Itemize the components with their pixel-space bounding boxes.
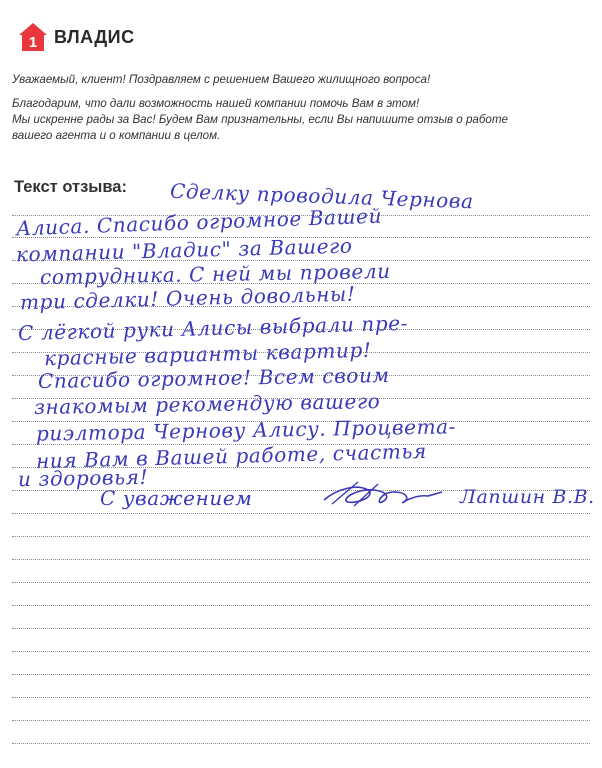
ruled-line (12, 720, 590, 721)
handwritten-line-6: С лёгкой руки Алисы выбрали пре- (17, 310, 409, 346)
intro-greeting: Уважаемый, клиент! Поздравляем с решением Вашего жилищного вопроса! (12, 73, 431, 86)
ruled-line (12, 651, 590, 652)
handwritten-line-5: три сделки! Очень довольны! (19, 281, 356, 315)
signature-scribble-icon (318, 478, 448, 514)
ruled-line (12, 697, 590, 698)
intro-request: Мы искренне рады за Вас! Будем Вам признательны, если Вы напишите отзыв о работе (12, 113, 508, 126)
review-label: Текст отзыва: (14, 178, 127, 196)
handwritten-line-7: красные варианты квартир! (43, 337, 372, 371)
handwritten-closing: С уважением (100, 486, 253, 510)
handwritten-line-4: сотрудника. С ней мы провели (39, 258, 391, 290)
handwritten-signer: Лапшин В.В. (460, 486, 595, 508)
ruled-line (12, 628, 590, 629)
ruled-line (12, 605, 590, 606)
handwritten-line-3: компании "Владис" за Вашего (15, 233, 353, 267)
intro-request-cont: вашего агента и о компании в целом. (12, 129, 221, 142)
ruled-line (12, 743, 590, 744)
handwritten-line-10: риэлтора Чернову Алису. Процвета- (35, 414, 457, 446)
handwritten-line-12: и здоровья! (17, 464, 149, 492)
handwritten-line-9: знакомым рекомендую вашего (33, 388, 381, 420)
ruled-line (12, 559, 590, 560)
handwritten-line-1: Сделку проводила Чернова (169, 178, 475, 214)
handwritten-line-2: Алиса. Спасибо огромное Вашей (15, 203, 383, 241)
ruled-line (12, 674, 590, 675)
brand-name: ВЛАДИС (54, 26, 135, 47)
logo-digit: 1 (28, 34, 38, 51)
ruled-line (12, 536, 590, 537)
handwritten-line-8: Спасибо огромное! Всем своим (37, 362, 390, 394)
intro-thanks: Благодарим, что дали возможность нашей компании помочь Вам в этом! (12, 97, 420, 110)
ruled-line (12, 513, 590, 514)
handwritten-line-11: ния Вам в Вашей работе, счастья (35, 438, 428, 474)
ruled-line (12, 582, 590, 583)
